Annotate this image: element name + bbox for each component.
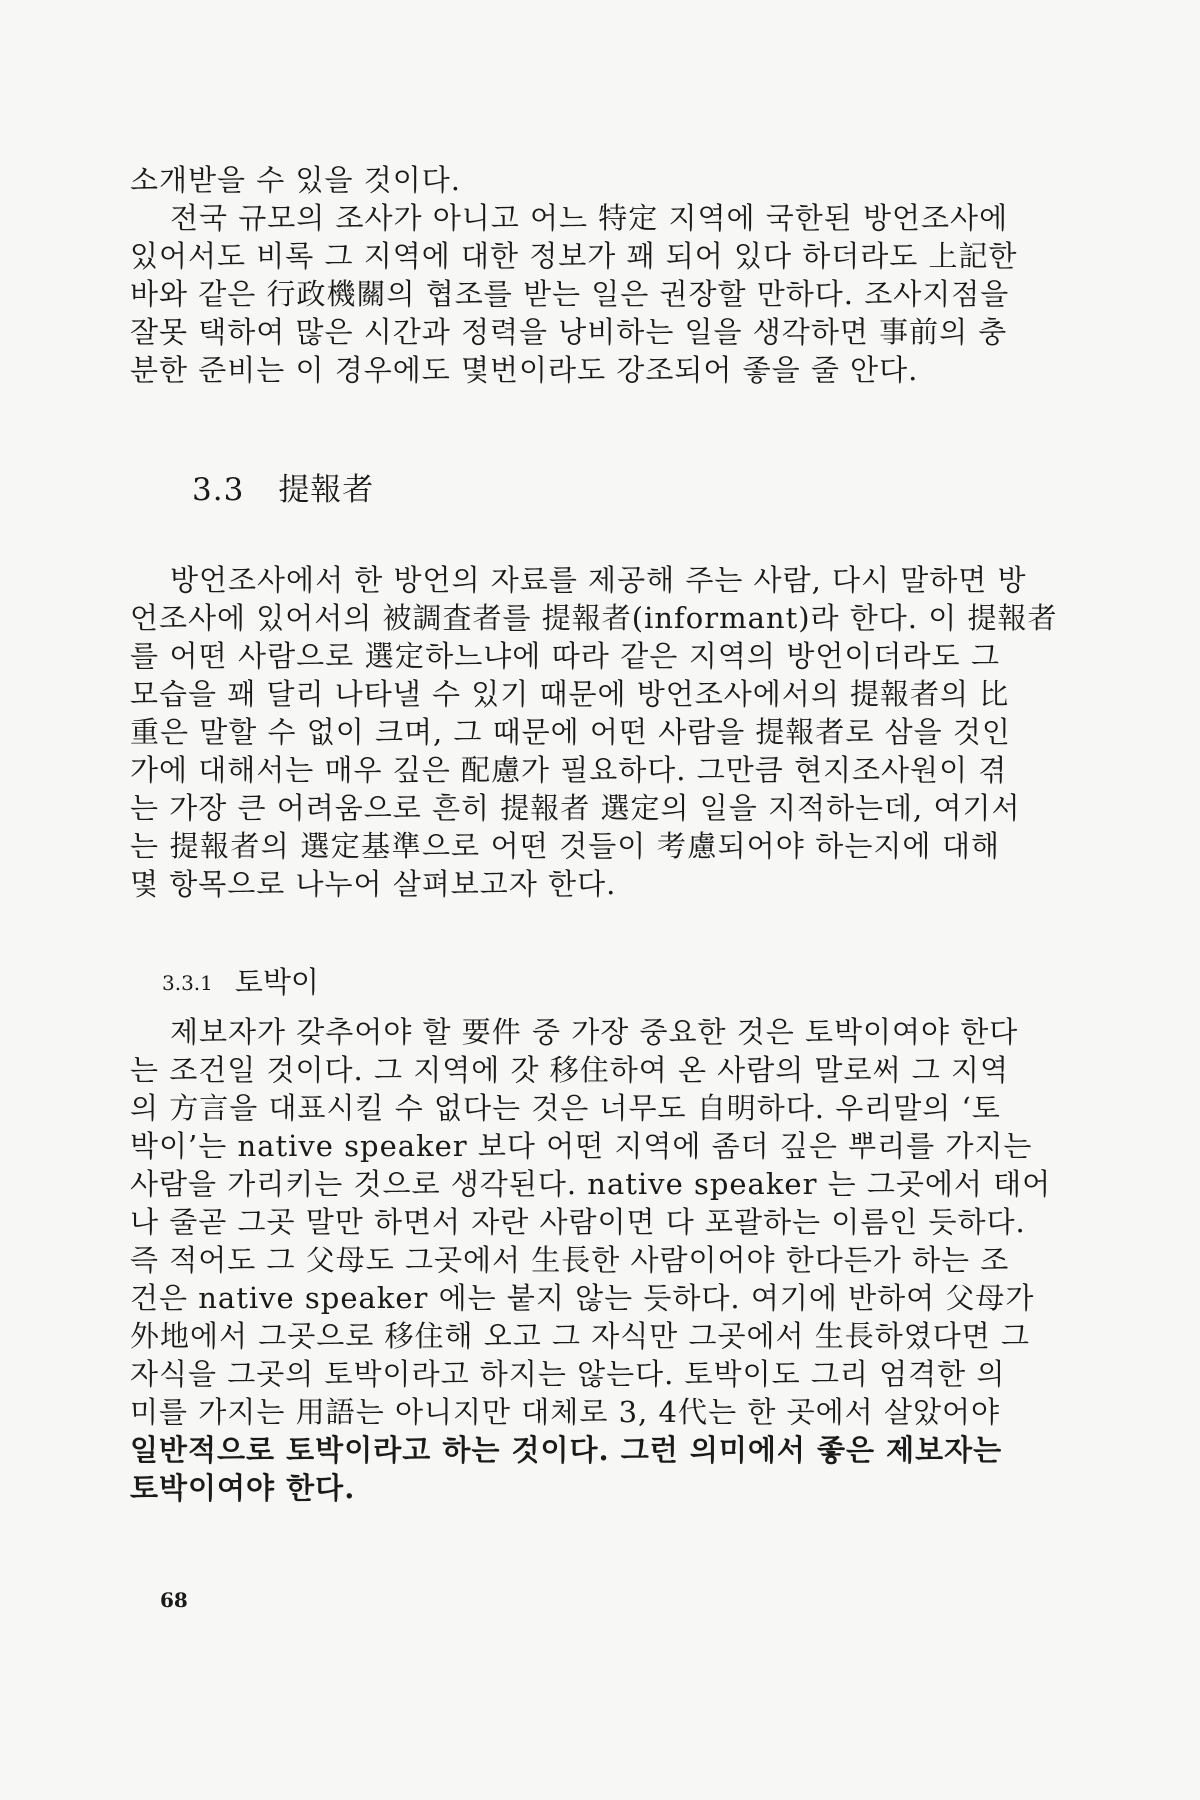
body-text-line: 잘못 택하여 많은 시간과 정력을 낭비하는 일을 생각하면 事前의 충 [130,315,1008,349]
body-text-line: 즉 적어도 그 父母도 그곳에서 生長한 사람이어야 한다든가 하는 조 [130,1243,1010,1277]
body-text-line: 外地에서 그곳으로 移住해 오고 그 자식만 그곳에서 生長하였다면 그 [130,1319,1031,1353]
body-text-line: 를 어떤 사람으로 選定하느냐에 따라 같은 지역의 방언이더라도 그 [130,639,1000,673]
body-text-line: 분한 준비는 이 경우에도 몇번이라도 강조되어 좋을 줄 안다. [130,353,919,387]
body-text-line: 전국 규모의 조사가 아니고 어느 特定 지역에 국한된 방언조사에 [170,201,1009,235]
body-text-line: 나 줄곧 그곳 말만 하면서 자란 사람이면 다 포괄하는 이름인 듯하다. [130,1205,1026,1239]
section-number: 3.3 [192,472,245,508]
body-text-line: 있어서도 비록 그 지역에 대한 정보가 꽤 되어 있다 하더라도 上記한 [130,239,1018,273]
section-heading [192,470,374,510]
body-text-line: 일반적으로 토박이라고 하는 것이다. 그런 의미에서 좋은 제보자는 [130,1433,1003,1467]
body-text-line: 가에 대해서는 매우 깊은 配慮가 필요하다. 그만큼 현지조사원이 겪 [130,753,1008,787]
body-text-line: 소개받을 수 있을 것이다. [130,163,462,197]
body-text-line: 자식을 그곳의 토박이라고 하지는 않는다. 토박이도 그리 엄격한 의 [130,1357,1006,1391]
body-text-line: 사람을 가리키는 것으로 생각된다. native speaker 는 그곳에서 태어 [130,1167,1052,1201]
body-text-line: 바와 같은 行政機關의 협조를 받는 일은 권장할 만하다. 조사지점을 [130,277,1010,311]
body-text-line: 제보자가 갖추어야 할 要件 중 가장 중요한 것은 토박이여야 한다 [170,1015,1019,1049]
body-text-line: 重은 말할 수 없이 크며, 그 때문에 어떤 사람을 提報者로 삼을 것인 [130,715,1011,749]
body-text-line: 박이’는 native speaker 보다 어떤 지역에 좀더 깊은 뿌리를 가지는 [130,1129,1033,1163]
body-text-line: 의 方言을 대표시킬 수 없다는 것은 너무도 自明하다. 우리말의 ‘토 [130,1091,1001,1125]
body-text-line: 방언조사에서 한 방언의 자료를 제공해 주는 사람, 다시 말하면 방 [170,563,1027,597]
body-text-line: 언조사에 있어서의 被調査者를 提報者(informant)라 한다. 이 提報者 [130,601,1058,635]
body-text-line: 모습을 꽤 달리 나타낼 수 있기 때문에 방언조사에서의 提報者의 比 [130,677,1010,711]
body-text-line: 미를 가지는 用語는 아니지만 대체로 3, 4代는 한 곳에서 살았어야 [130,1395,1000,1429]
subsection-heading [162,962,319,1003]
body-text-line: 는 가장 큰 어려움으로 흔히 提報者 選定의 일을 지적하는데, 여기서 [130,791,1021,825]
body-text-line: 건은 native speaker 에는 붙지 않는 듯하다. 여기에 반하여 父母가 [130,1281,1035,1315]
page-number: 68 [160,1588,188,1612]
body-text-line: 는 提報者의 選定基準으로 어떤 것들이 考慮되어야 하는지에 대해 [130,829,1000,863]
section-title: 提報者 [278,472,375,508]
subsection-number: 3.3.1 [162,971,213,995]
subsection-title: 토박이 [234,965,319,999]
body-text-line: 는 조건일 것이다. 그 지역에 갓 移住하여 온 사람의 말로써 그 지역 [130,1053,1009,1087]
body-text-line: 몇 항목으로 나누어 살펴보고자 한다. [130,867,617,901]
body-text-line: 토박이여야 한다. [130,1471,356,1505]
